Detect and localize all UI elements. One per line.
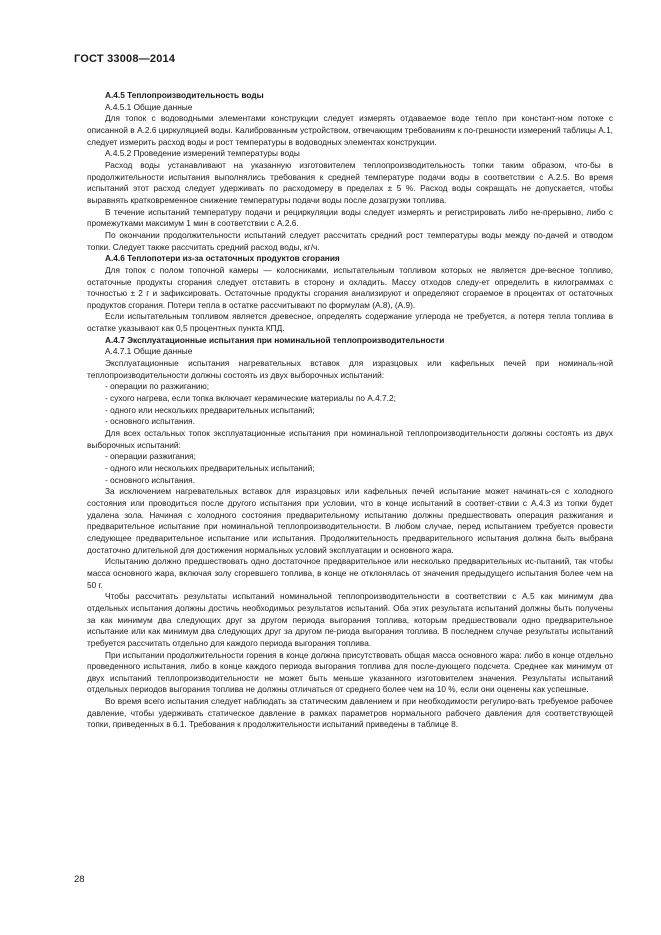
document-body — [87, 90, 613, 731]
paragraph: Во время всего испытания следует наблюдать за статическим давлением и при необходимости регулиро-вать требуемое рабочее давление, чтобы удерживать статическое давление в рамках параметров нормального рабочего давления для соответствующей топки, приведенных в 6.1. Требования к продолжительности испытаний приведены в таблице 8. — [87, 696, 613, 730]
list-item: - одного или нескольких предварительных испытаний; — [105, 463, 315, 473]
paragraph: Если испытательным топливом является древесное, определять содержание углерода не требуется, а потеря тепла топлива в остатке указывают как 0,5 процентных пункта КПД. — [87, 311, 613, 334]
paragraph: Эксплуатационные испытания нагревательных вставок для изразцовых или кафельных печей при номиналь-ной теплопроизводительности должны состоять из двух выборочных испытаний: — [87, 358, 613, 380]
list-item: - основного испытания. — [105, 474, 195, 485]
section-heading: А.4.6 Теплопотери из-за остаточных продуктов сгорания — [105, 253, 340, 264]
list-item: - основного испытания. — [105, 416, 195, 427]
paragraph: А.4.5.1 Общие данные — [105, 101, 193, 112]
paragraph: По окончании продолжительности испытаний следует рассчитать средний рост температуры воды между по-дачей и отводом топки. Следует также рассчитать средний расход воды, кг/ч. — [87, 229, 613, 252]
list-item: - операции по разжиганию; — [105, 381, 210, 392]
paragraph: А.4.7.1 Общие данные — [105, 346, 193, 357]
paragraph: Для топок с водоводными элементами конструкции следует измерять отдаваемое воде тепло при констант-ном потоке с описанной в А.2.6 циркуляцией воды. Калиброванным устройством, отвечающим требованиям к по-грешности измерений таблицы А.1, следует измерить расход воды и рост температуры в водоводных элементах конструкции. — [87, 113, 613, 147]
paragraph: Для топок с полом топочной камеры — колосниками, испытательным топливом которых не является дре-весное топливо, остаточные продукты сгорания следует отставить в сторону и охладить. Массу отходов следу-ет определить в килограммах с точностью ± 2 г и зафиксировать. Остаточные продукты сгорания анализируют и определяют сгораемое в процентах от остаточных продуктов сгорания. Потери тепла в остатке рассчитывают по формулам (А.8), (А.9). — [87, 264, 613, 310]
paragraph: В течение испытаний температуру подачи и рециркуляции воды следует измерять и регистрировать либо не-прерывно, либо с промежутками максимум 1 мин в соответствии с А.2.6. — [87, 206, 613, 229]
paragraph: Чтобы рассчитать результаты испытаний номинальной теплопроизводительности в соответствии с А.5 как минимум два отдельных испытания должны достичь необходимых результатов испытаний. Оба этих результата испытаний должны быть получены за как минимум два следующих друг за другом периода выгорания топлива, которым предшествовали одно предварительное испытание или как минимум два следующих друг за другом пе-риода выгорания топлива. В последнем случае результаты испытаний требуется рассчитать отдельно для каждого периода выгорания топлива. — [87, 591, 613, 648]
section-heading: А.4.7 Эксплуатационные испытания при номинальной теплопроизводительности — [105, 334, 445, 345]
page-number: 28 — [74, 874, 85, 885]
page-header: ГОСТ 33008—2014 — [74, 53, 176, 65]
paragraph: А.4.5.2 Проведение измерений температуры воды — [105, 148, 300, 159]
list-item: - сухого нагрева, если топка включает керамические материалы по А.4.7.2; — [105, 393, 396, 404]
paragraph: Расход воды устанавливают на указанную изготовителем теплопроизводительность топки таким образом, что-бы в продолжительности испытания выполнялись требования к средней температуре подачи воды в соответствии с А.2.5. Во время испытаний этот расход следует удерживать по расходомеру в пределах ± 5 %. Расход воды сокращать не допускается, чтобы выравнять кратковременное снижение температуры подачи воды после дозагрузки топлива. — [87, 159, 613, 205]
list-item: - одного или нескольких предварительных испытаний; — [105, 404, 315, 415]
paragraph: Для всех остальных топок эксплуатационные испытания при номинальной теплопроизводительности должны состоять из двух выборочных испытаний: — [87, 428, 613, 450]
paragraph: При испытании продолжительности горения в конце должна присутствовать общая масса основного жара: либо в конце отдельно проведенного испытания, либо в конце каждого периода выгорания топлива для после-дующего подсчета. Среднее как минимум от двух испытаний теплопроизводительности не может быть меньше указанного изготовителем значения. Результаты испытаний отдельных периодов выгорания топлива не должны отличаться от среднего более чем на 10 %, если они оценены как успешные. — [87, 649, 613, 695]
paragraph: Испытанию должно предшествовать одно достаточное предварительное или несколько предварительных ис-пытаний, так чтобы масса основного жара, включая золу сгоревшего топлива, в конце не отклонялась от значения предыдущего испытания более чем на 50 г. — [87, 556, 613, 590]
list-item: - операции разжигания; — [105, 451, 196, 462]
paragraph: За исключением нагревательных вставок для изразцовых или кафельных печей испытание может начинать-ся с холодного состояния или проводиться после другого испытания при условии, что в конце испытаний в соответ-ствии с А.4.3 из топки будет удалена зола. Начиная с холодного состояния предварительному испытанию должны предшествовать операция разжигания и предварительное испытание при номинальной теплопроизводительности. В любом случае, перед испытанием требуется провести следующее предварительное испытание или испытания. Продолжительность предварительного испытания должна быть выбрана достаточно длительной для достижения нормальных условий эксплуатации и основного жара. — [87, 486, 613, 555]
section-heading: А.4.5 Теплопроизводительность воды — [105, 90, 264, 100]
